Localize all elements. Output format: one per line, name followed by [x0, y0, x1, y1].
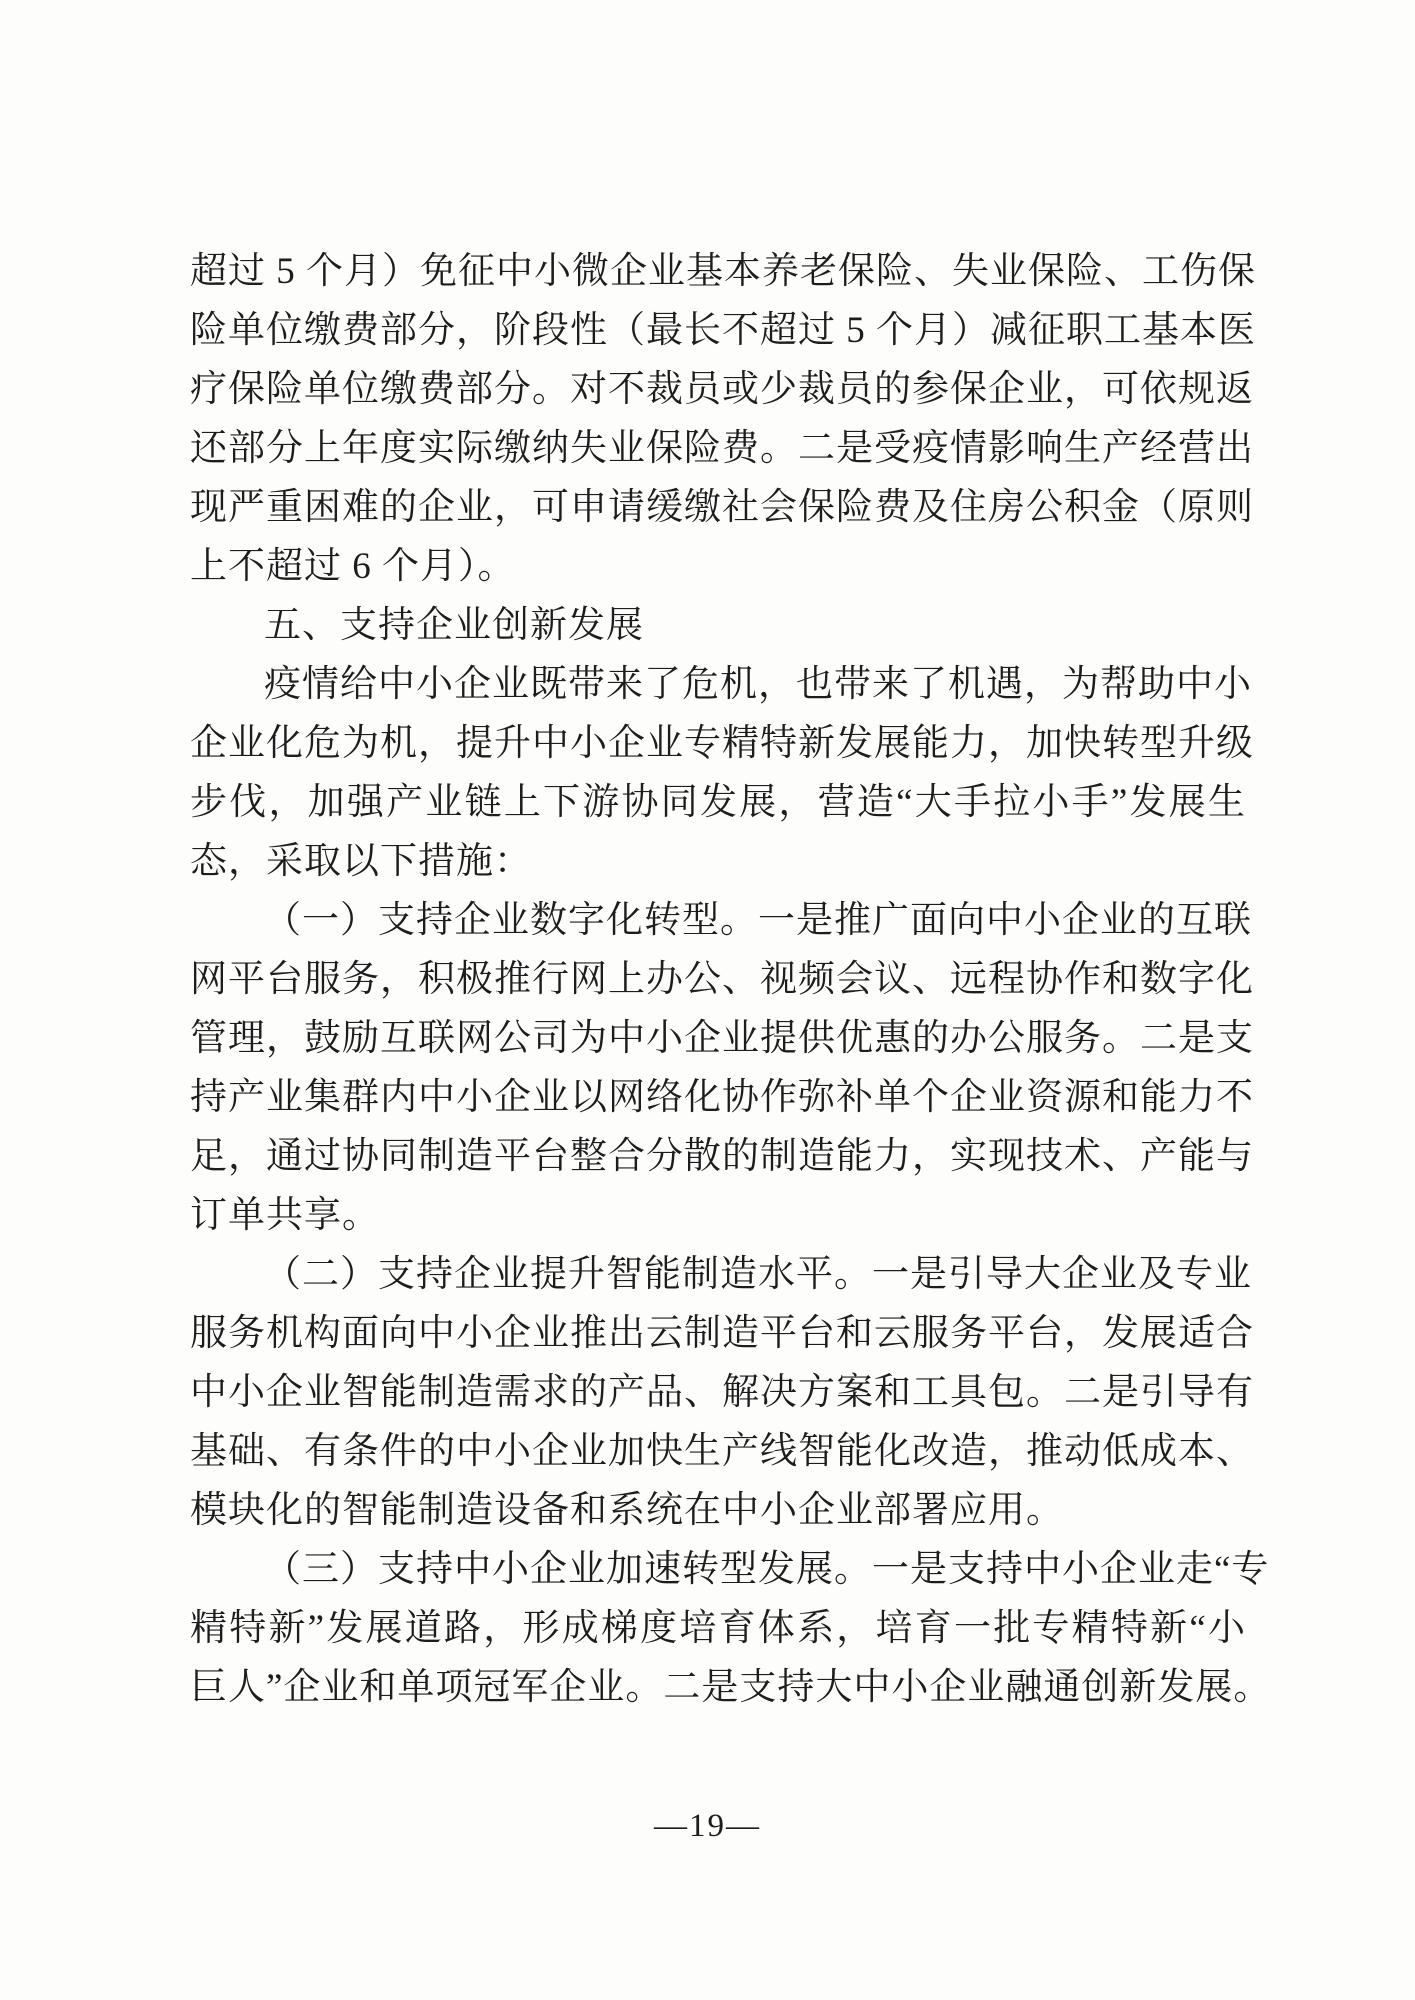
- section-heading: 五、支持企业创新发展: [264, 605, 644, 646]
- text-line: 精特新”发展道路，形成梯度培育体系，培育一批专精特新“小: [190, 1608, 1246, 1649]
- text-line: 足，通过协同制造平台整合分散的制造能力，实现技术、产能与: [190, 1136, 1254, 1177]
- text-line: 态，采取以下措施：: [190, 841, 532, 882]
- text-line: 步伐，加强产业链上下游协同发展，营造“大手拉小手”发展生: [190, 782, 1246, 823]
- text-line: 疗保险单位缴费部分。对不裁员或少裁员的参保企业，可依规返: [190, 369, 1254, 410]
- text-line: 疫情给中小企业既带来了危机，也带来了机遇，为帮助中小: [264, 664, 1252, 705]
- page-number: —19—: [654, 1808, 761, 1844]
- text-line: 巨人”企业和单项冠军企业。二是支持大中小企业融通创新发展。: [190, 1667, 1272, 1708]
- text-line: 企业化危为机，提升中小企业专精特新发展能力，加快转型升级: [190, 723, 1254, 764]
- text-line: 服务机构面向中小企业推出云制造平台和云服务平台，发展适合: [190, 1313, 1254, 1354]
- text-line: 现严重困难的企业，可申请缓缴社会保险费及住房公积金（原则: [190, 487, 1254, 528]
- text-line: 模块化的智能制造设备和系统在中小企业部署应用。: [190, 1490, 1064, 1531]
- document-body: [190, 242, 1272, 1717]
- text-line: （二）支持企业提升智能制造水平。一是引导大企业及专业: [264, 1254, 1252, 1295]
- text-line: （三）支持中小企业加速转型发展。一是支持中小企业走“专: [264, 1549, 1270, 1590]
- text-line: 持产业集群内中小企业以网络化协作弥补单个企业资源和能力不: [190, 1077, 1254, 1118]
- text-line: 网平台服务，积极推行网上办公、视频会议、远程协作和数字化: [190, 959, 1254, 1000]
- text-line: 管理，鼓励互联网公司为中小企业提供优惠的办公服务。二是支: [190, 1018, 1254, 1059]
- text-line: 超过 5 个月）免征中小微企业基本养老保险、失业保险、工伤保: [190, 251, 1256, 292]
- text-line: 订单共享。: [190, 1195, 380, 1236]
- text-line: 还部分上年度实际缴纳失业保险费。二是受疫情影响生产经营出: [190, 428, 1254, 469]
- text-line: 险单位缴费部分，阶段性（最长不超过 5 个月）减征职工基本医: [190, 310, 1256, 351]
- text-line: 上不超过 6 个月）。: [190, 546, 516, 587]
- text-line: （一）支持企业数字化转型。一是推广面向中小企业的互联: [264, 900, 1252, 941]
- text-line: 中小企业智能制造需求的产品、解决方案和工具包。二是引导有: [190, 1372, 1254, 1413]
- text-line: 基础、有条件的中小企业加快生产线智能化改造，推动低成本、: [190, 1431, 1254, 1472]
